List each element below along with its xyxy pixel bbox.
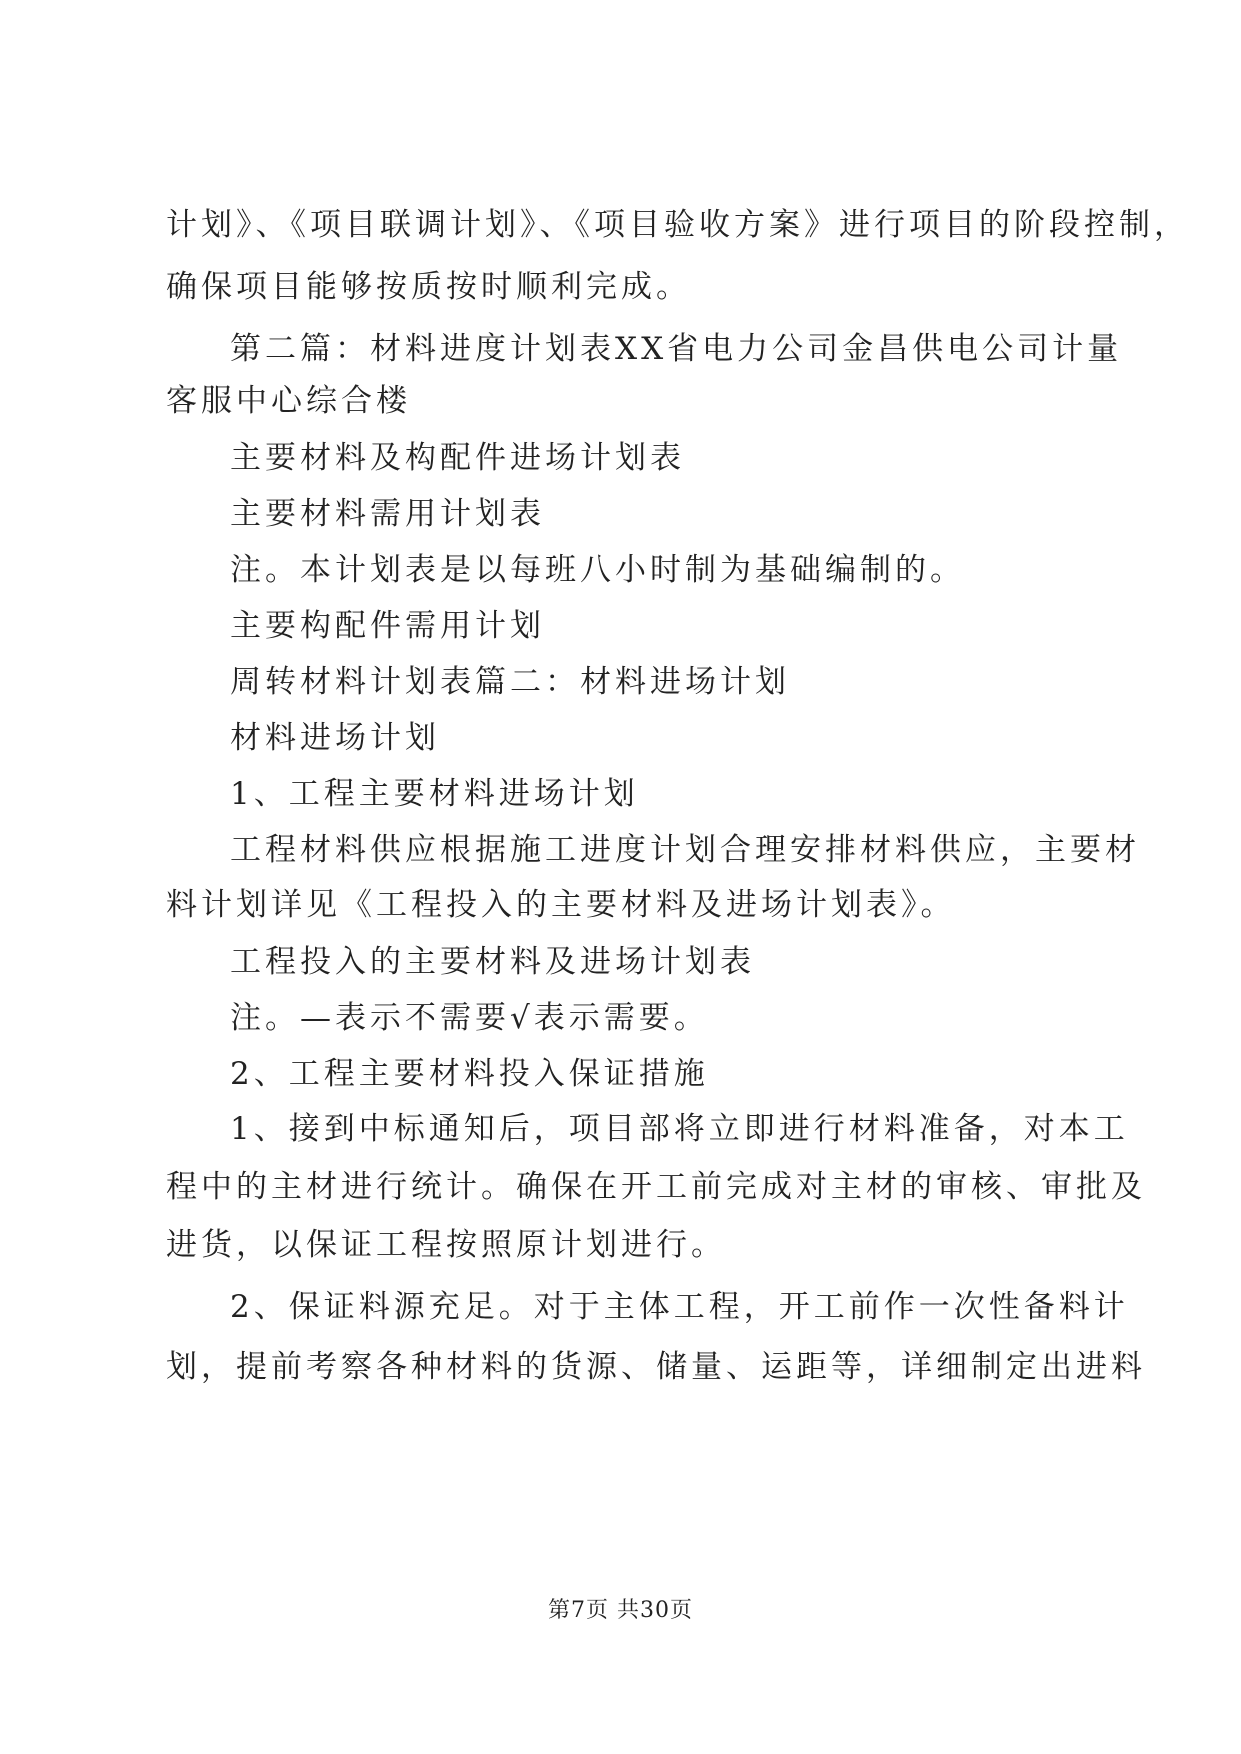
paragraph-line: 1、接到中标通知后，项目部将立即进行材料准备，对本工 (230, 1111, 1129, 1147)
paragraph-line: 程中的主材进行统计。确保在开工前完成对主材的审核、审批及 (166, 1169, 1146, 1205)
note-line: 注。—表示不需要√表示需要。 (230, 1000, 709, 1036)
paragraph-line: 主要材料及构配件进场计划表 (230, 440, 685, 476)
page-footer: 第7页 共30页 (548, 1598, 693, 1623)
paragraph-line: 主要材料需用计划表 (230, 496, 545, 532)
paragraph-line: 2、保证料源充足。对于主体工程，开工前作一次性备料计 (230, 1289, 1129, 1325)
note-line: 注。本计划表是以每班八小时制为基础编制的。 (230, 552, 965, 588)
section-heading-cont: 客服中心综合楼 (166, 383, 411, 419)
numbered-heading: 2、工程主要材料投入保证措施 (230, 1056, 709, 1092)
paragraph-line: 料计划详见《工程投入的主要材料及进场计划表》。 (166, 887, 956, 923)
paragraph-line: 材料进场计划 (230, 720, 440, 756)
paragraph-line: 划，提前考察各种材料的货源、储量、运距等，详细制定出进料 (166, 1349, 1146, 1385)
numbered-heading: 1、工程主要材料进场计划 (230, 776, 639, 812)
paragraph-line: 进货，以保证工程按照原计划进行。 (166, 1227, 726, 1263)
section-heading: 第二篇：材料进度计划表XX省电力公司金昌供电公司计量 (230, 331, 1123, 367)
paragraph-line: 确保项目能够按质按时顺利完成。 (166, 269, 691, 305)
paragraph-line: 周转材料计划表篇二：材料进场计划 (230, 664, 790, 700)
paragraph-line: 主要构配件需用计划 (230, 608, 545, 644)
paragraph-line: 工程材料供应根据施工进度计划合理安排材料供应，主要材 (230, 832, 1140, 868)
paragraph-line: 工程投入的主要材料及进场计划表 (230, 944, 755, 980)
paragraph-line: 计划》、《项目联调计划》、《项目验收方案》进行项目的阶段控制， (166, 207, 1189, 243)
